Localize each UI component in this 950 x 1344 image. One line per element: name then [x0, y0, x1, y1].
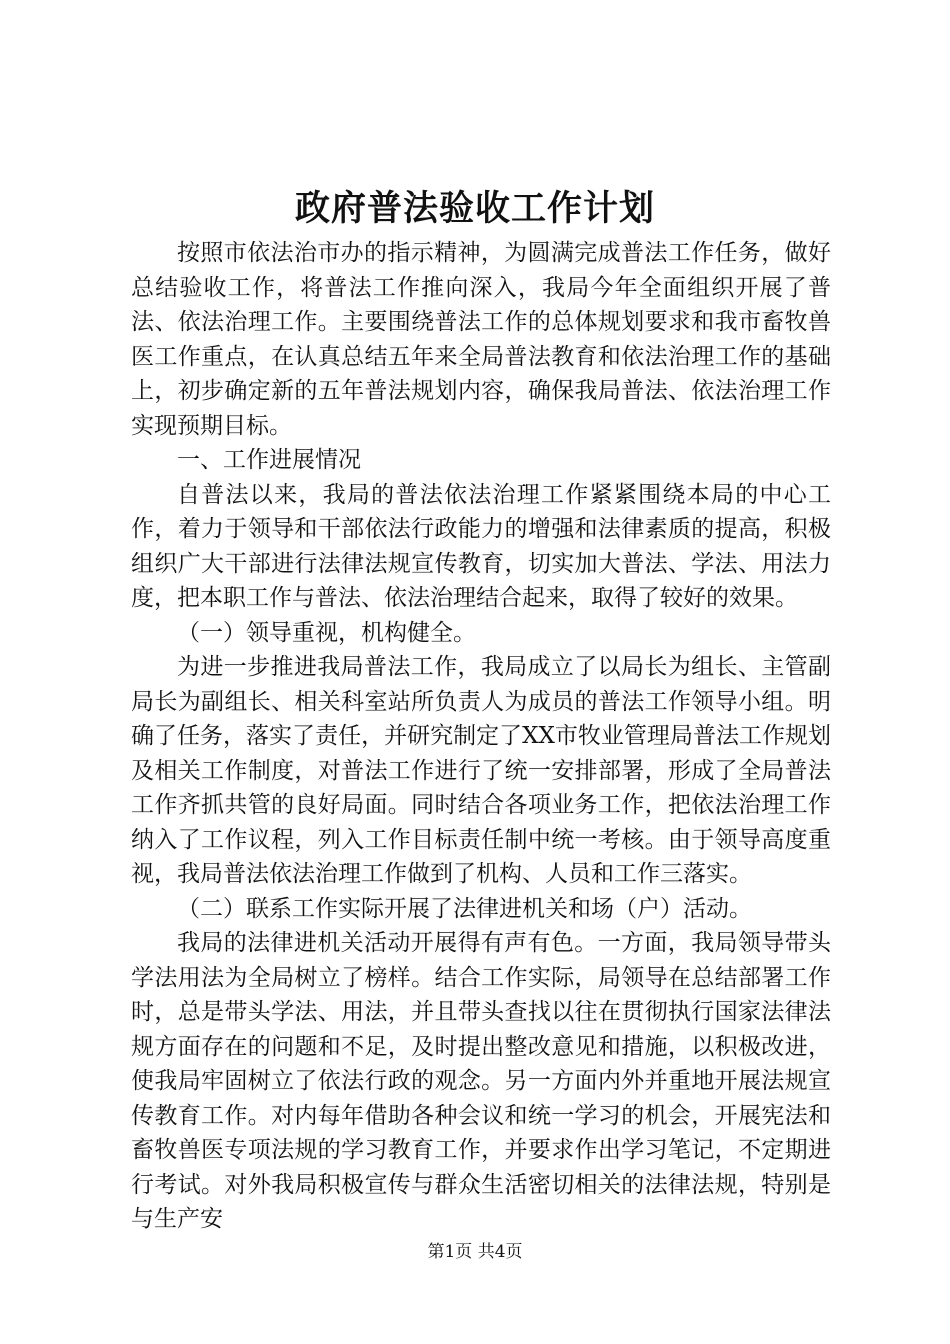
page-number-footer: 第1页 共4页	[427, 1242, 523, 1262]
document-title: 政府普法验收工作计划	[294, 188, 655, 229]
progress-paragraph: 自普法以来，我局的普法依法治理工作紧紧围绕本局的中心工作，着力于领导和干部依法行政能力的增强和法律素质的提高，积极组织广大干部进行法律法规宣传教育，切实加大普法、学法、用法力度，把本职工作与普法、依法治理结合起来，取得了较好的效果。	[131, 481, 831, 611]
section-heading-progress: 一、工作进展情况	[177, 447, 361, 473]
leadership-paragraph: 为进一步推进我局普法工作，我局成立了以局长为组长、主管副局长为副组长、相关科室站所负责人为成员的普法工作领导小组。明确了任务，落实了责任，并研究制定了XX市牧业管理局普法工作规划及相关工作制度，对普法工作进行了统一安排部署，形成了全局普法工作齐抓共管的良好局面。同时结合各项业务工作，把依法治理工作纳入了工作议程，列入工作目标责任制中统一考核。由于领导高度重视，我局普法依法治理工作做到了机构、人员和工作三落实。	[131, 654, 831, 887]
document-body	[131, 236, 831, 1237]
subheading-leadership: （一）领导重视，机构健全。	[177, 619, 476, 646]
law-activity-paragraph: 我局的法律进机关活动开展得有声有色。一方面，我局领导带头学法用法为全局树立了榜样。结合工作实际，局领导在总结部署工作时，总是带头学法、用法，并且带头查找以往在贯彻执行国家法律法规方面存在的问题和不足，及时提出整改意见和措施，以积极改进，使我局牢固树立了依法行政的观念。另一方面内外并重地开展法规宣传教育工作。对内每年借助各种会议和统一学习的机会，开展宪法和畜牧兽医专项法规的学习教育工作，并要求作出学习笔记，不定期进行考试。对外我局积极宣传与群众生活密切相关的法律法规，特别是与生产安	[131, 930, 831, 1232]
subheading-law-activity: （二）联系工作实际开展了法律进机关和场（户）活动。	[177, 895, 752, 922]
intro-paragraph: 按照市依法治市办的指示精神，为圆满完成普法工作任务，做好总结验收工作，将普法工作推向深入，我局今年全面组织开展了普法、依法治理工作。主要围绕普法工作的总体规划要求和我市畜牧兽医工作重点，在认真总结五年来全局普法教育和依法治理工作的基础上，初步确定新的五年普法规划内容，确保我局普法、依法治理工作实现预期目标。	[131, 240, 831, 439]
